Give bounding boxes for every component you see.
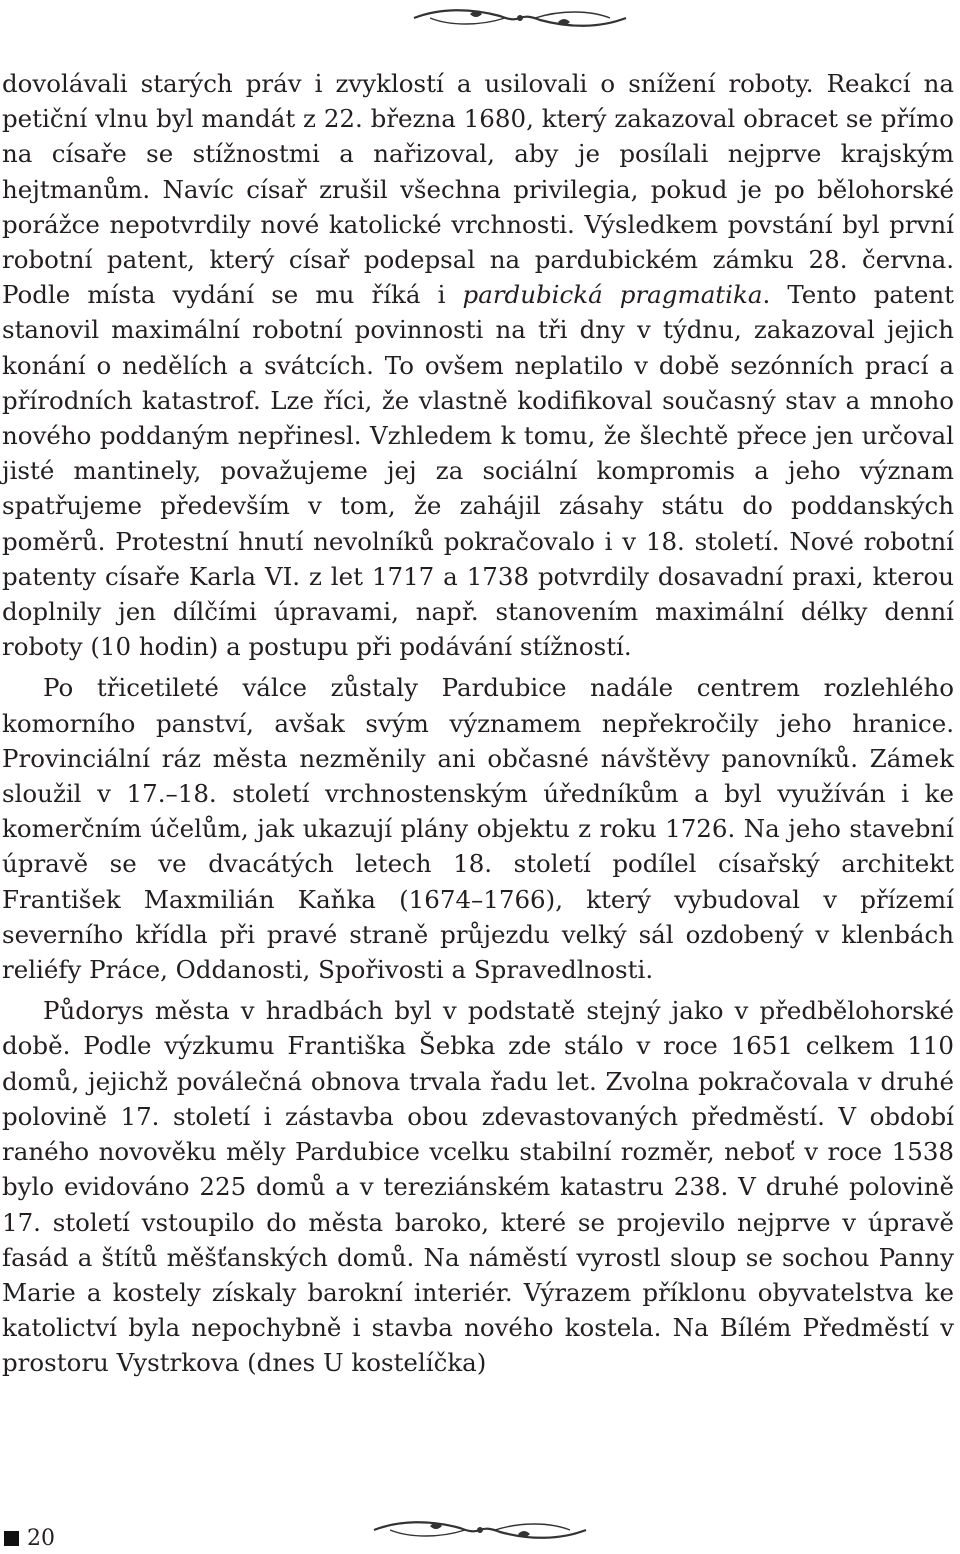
body-text: [2, 66, 954, 1381]
paragraph-2-text: Po třicetileté válce zůstaly Pardubice nadále centrem rozlehlého komorního panství, avšak svým významem nepřekročily jeho hranice. Provinciální ráz města nezměnily ani občasné návštěvy panovníků. Zámek sloužil v 17.–18. století vrchnostenským úředníkům a byl využíván i ke komerčním účelům, jak ukazují plány objektu z roku 1726. Na jeho stavební úpravě se ve dvacátých letech 18. století podílel císařský architekt František Maxmilián Kaňka (1674–1766), který vybudoval v přízemí severního křídla při pravé straně průjezdu velký sál ozdobený v klenbách reliéfy Práce, Oddanosti, Spořivosti a Spravedlnosti.: [2, 673, 954, 985]
italic-term-pardubicka-pragmatika: pardubická pragmatika: [462, 280, 763, 310]
page-footer: [4, 1526, 55, 1551]
paragraph-1-part-2: . Tento patent stanovil maximální robotní povinnosti na tři dny v týdnu, zakazoval jejich konání o nedělích a svátcích. To ovšem neplatilo v době sezónních prací a přírodních katastrof. Lze říci, že vlastně kodifikoval současný stav a mnoho nového poddaným nepřinesl. Vzhledem k tomu, že šlechtě přece jen určoval jisté mantinely, považujeme jej za sociální kompromis a jeho význam spatřujeme především v tom, že zahájil zásahy státu do poddanských poměrů. Protestní hnutí nevolníků pokračovalo i v 18. století. Nové robotní patenty císaře Karla VI. z let 1717 a 1738 potvrdily dosavadní praxi, kterou doplnily jen dílčími úpravami, např. stanovením maximální délky denní roboty (10 hodin) a postupu při podávání stížností.: [2, 280, 955, 662]
page-number: 20: [27, 1526, 55, 1551]
square-bullet-icon: [4, 1531, 19, 1546]
paragraph-3: [2, 993, 954, 1380]
paragraph-2: [2, 670, 954, 987]
paragraph-3-text: Půdorys města v hradbách byl v podstatě stejný jako v předbělohorské době. Podle výzkumu Františka Šebka zde stálo v roce 1651 celkem 110 domů, jejichž poválečná obnova trvala řadu let. Zvolna pokračovala v druhé polovině 17. století i zástavba obou zdevastovaných předměstí. V období raného novověku měly Pardubice vcelku stabilní rozměr, neboť v roce 1538 bylo evidováno 225 domů a v tereziánském katastru 238. V druhé polovině 17. století vstoupilo do města baroko, které se projevilo nejprve v úpravě fasád a štítů měšťanských domů. Na náměstí vyrostl sloup se sochou Panny Marie a kostely získaly barokní interiér. Výrazem příklonu obyvatelstva ke katolictví byla nepochybně i stavba nového kostela. Na Bílém Předměstí v prostoru Vystrkova (dnes U kostelíčka): [2, 996, 954, 1378]
top-flourish-ornament: [410, 6, 630, 30]
paragraph-1: [2, 66, 954, 664]
paragraph-1-part-1: dovolávali starých práv i zvyklostí a usilovali o snížení roboty. Reakcí na petiční vlnu byl mandát z 22. března 1680, který zakazoval obracet se přímo na císaře se stížnostmi a nařizoval, aby je posílali nejprve krajským hejtmanům. Navíc císař zrušil všechna privilegia, pokud je po bělohorské porážce nepotvrdily nové katolické vrchnosti. Výsledkem povstání byl první robotní patent, který císař podepsal na pardubickém zámku 28. června. Podle místa vydání se mu říká i: [2, 69, 954, 310]
bottom-flourish-ornament: [370, 1518, 590, 1542]
